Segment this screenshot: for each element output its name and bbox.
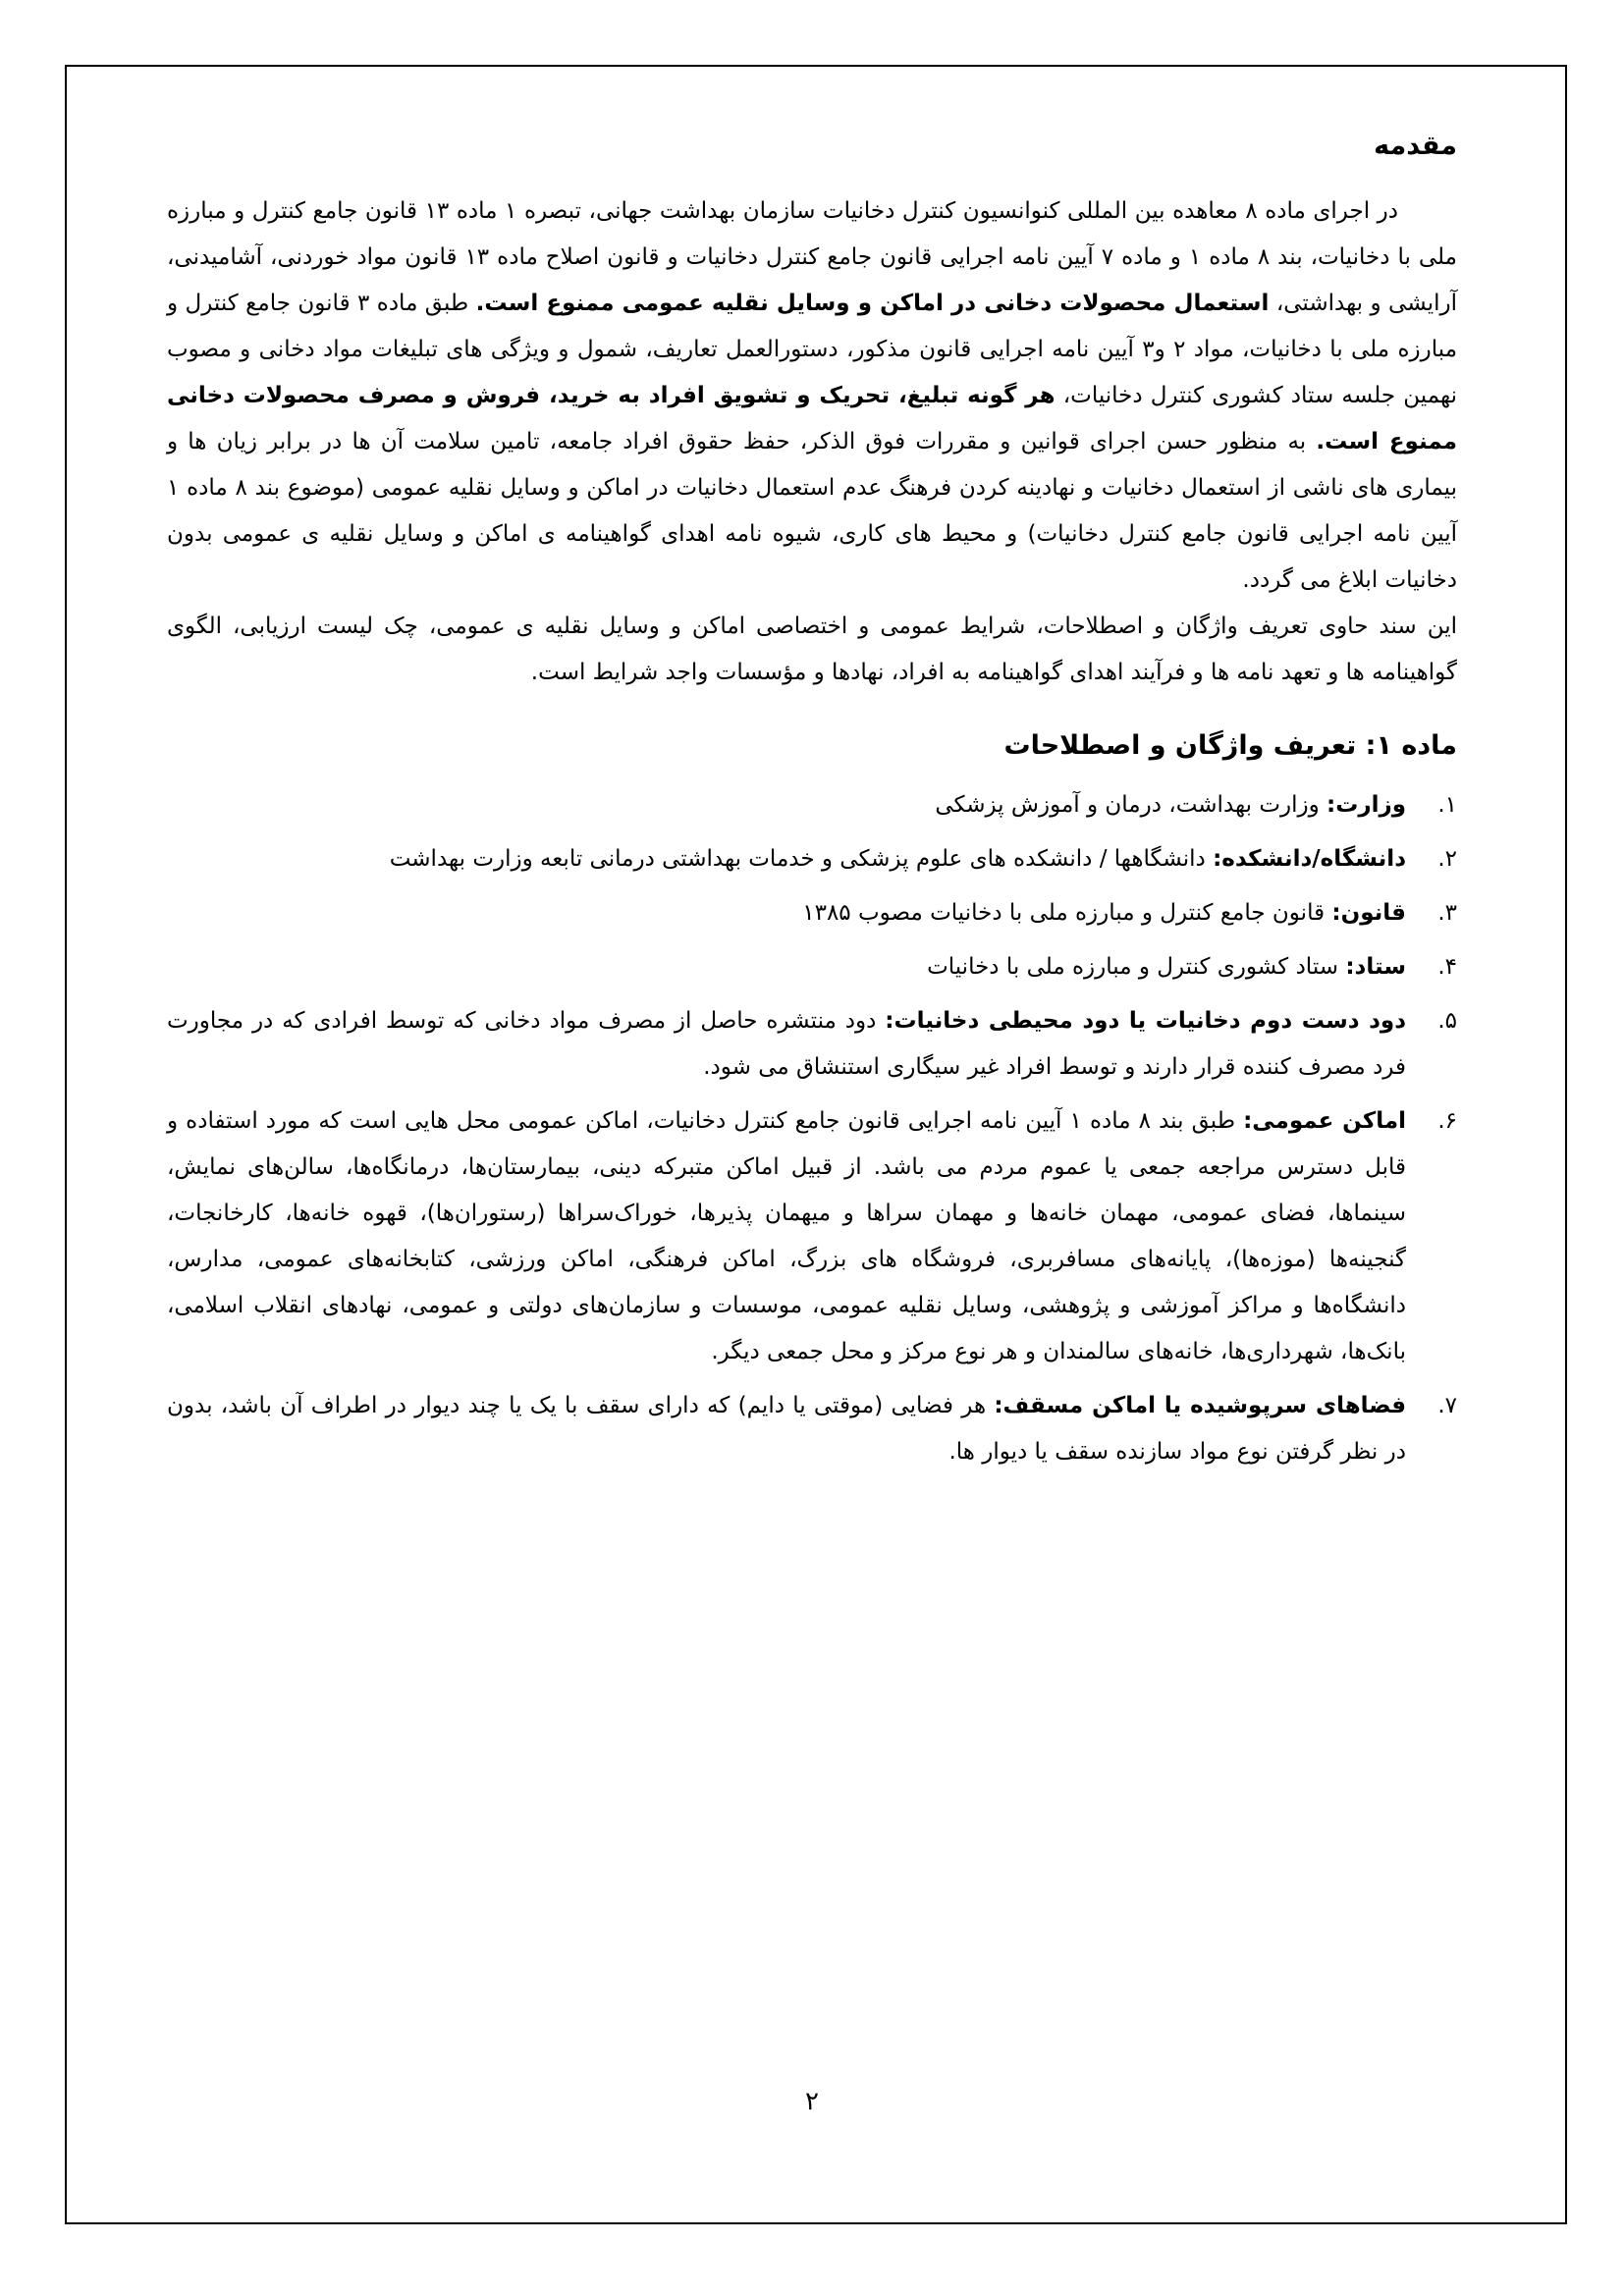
list-item [167,1383,1457,1475]
item-number: ۳. [1437,900,1457,926]
item-term: وزارت: [1326,792,1406,818]
intro-bold-advertising-ban: هر گونه تبلیغ، تحریک و تشویق افراد به خرید، فروش و مصرف محصولات دخانی ممنوع است. [167,383,1457,454]
list-item [167,782,1457,828]
item-term: دود دست دوم دخانیات یا دود محیطی دخانیات: [885,1008,1407,1034]
intro-paragraph-2: این سند حاوی تعریف واژگان و اصطلاحات، شرایط عمومی و اختصاصی اماکن و وسایل نقلیه ی عمومی، چک لیست ارزیابی، الگوی گواهینامه ها و تعهد نامه ها و فرآیند اهدای گواهینامه به افراد، نهادها و مؤسسات واجد شرایط است. [167,614,1457,685]
list-item [167,1098,1457,1375]
intro-heading: مقدمه [1374,131,1457,161]
item-term: دانشگاه/دانشکده: [1213,846,1406,872]
intro-bold-smoking-ban: استعمال محصولات دخانی در اماکن و وسایل نقلیه عمومی ممنوع است. [475,291,1270,316]
item-text: دود منتشره حاصل از مصرف مواد دخانی که توسط افرادی که در مجاورت فرد مصرف کننده قرار دارند و توسط افراد غیر سیگاری استنشاق می شود. [167,1008,1406,1080]
item-text: هر فضایی (موقتی یا دایم) که دارای سقف با یک یا چند دیوار در اطراف آن باشد، بدون در نظر گرفتن نوع مواد سازنده سقف یا دیوار ها. [167,1393,1406,1465]
page-number: ۲ [805,2087,819,2116]
intro-paragraph-1 [167,188,1457,604]
item-text: طبق بند ۸ ماده ۱ آیین نامه اجرایی قانون جامع کنترل دخانیات، اماکن عمومی محل هایی است که مورد استفاده و قابل دسترس مراجعه جمعی یا عموم مردم می باشد. از قبیل اماکن متبرکه دینی، بیمارستان‌ها، درمانگاه‌ها، سالن‌های نمایش، سینماها، فضای عمومی، مهمان خانه‌ها و مهمان سراها و میهمان پذیرها، خوراک‌سراها (رستوران‌ها)، قهوه خانه‌ها، کارخانجات، گنجینه‌ها (موزه‌ها)، پایانه‌های مسافربری، فروشگاه های بزرگ، اماکن فرهنگی، اماکن ورزشی، کتابخانه‌های عمومی، مدارس، دانشگاه‌ها و مراکز آموزشی و پژوهشی، وسایل نقلیه عمومی، موسسات و سازمان‌های دولتی و عمومی، نهادهای انقلاب اسلامی، بانک‌ها، شهرداری‌ها، خانه‌های سالمندان و هر نوع مرکز و محل جمعی دیگر. [167,1108,1406,1364]
item-text: ستاد کشوری کنترل و مبارزه ملی با دخانیات [927,954,1346,980]
definitions-list [167,782,1457,1475]
item-number: ۱. [1437,792,1457,818]
list-item [167,944,1457,990]
list-item [167,836,1457,882]
item-term: فضاهای سرپوشیده یا اماکن مسقف: [994,1393,1407,1418]
item-number: ۶. [1437,1108,1457,1134]
intro-text-a: در اجرای ماده ۸ معاهده بین المللی کنوانسیون کنترل دخانیات سازمان بهداشت جهانی، تبصره ۱ ماده ۱۳ قانون جامع کنترل و مبارزه ملی با دخانیات، بند ۸ ماده ۱ و ماده ۷ آیین نامه اجرایی قانون جامع کنترل دخانیات و قانون اصلاح ماده ۱۳ قانون مواد خوردنی، آشامیدنی، آرایشی و بهداشتی، [167,198,1458,316]
item-text: قانون جامع کنترل و مبارزه ملی با دخانیات مصوب ۱۳۸۵ [802,900,1332,926]
section-1-heading: ماده ۱: تعریف واژگان و اصطلاحات [1003,730,1457,761]
item-number: ۲. [1437,846,1457,872]
item-text: وزارت بهداشت، درمان و آموزش پزشکی [935,792,1327,818]
list-item [167,890,1457,936]
item-number: ۵. [1437,1008,1457,1034]
item-number: ۷. [1437,1393,1457,1418]
item-term: اماکن عمومی: [1243,1108,1406,1134]
intro-text-e: به منظور حسن اجرای قوانین و مقررات فوق الذکر، حفظ حقوق افراد جامعه، تامین سلامت آن ها در برابر زیان ها و بیماری های ناشی از استعمال دخانیات و نهادینه کردن فرهنگ عدم استعمال دخانیات در اماکن و وسایل نقلیه عمومی (موضوع بند ۸ ماده ۱ آیین نامه اجرایی قانون جامع کنترل دخانیات) و محیط های کاری، شیوه نامه اهدای گواهینامه ی اماکن و وسایل نقلیه ی عمومی بدون دخانیات ابلاغ می گردد. [167,429,1458,593]
item-term: ستاد: [1345,954,1406,980]
item-text: دانشگاهها / دانشکده های علوم پزشکی و خدمات بهداشتی درمانی تابعه وزارت بهداشت [389,846,1214,872]
intro-text-c: طبق ماده ۳ قانون جامع کنترل و مبارزه ملی با دخانیات، مواد ۲ و۳ آیین نامه اجرایی قانون مذکور، دستورالعمل تعاریف، شمول و ویژگی های تبلیغات مواد دخانی و مصوب نهمین جلسه ستاد کشوری کنترل دخانیات، [167,291,1458,408]
document-body [167,126,1457,1483]
item-number: ۴. [1437,954,1457,980]
list-item [167,998,1457,1091]
item-term: قانون: [1331,900,1406,926]
